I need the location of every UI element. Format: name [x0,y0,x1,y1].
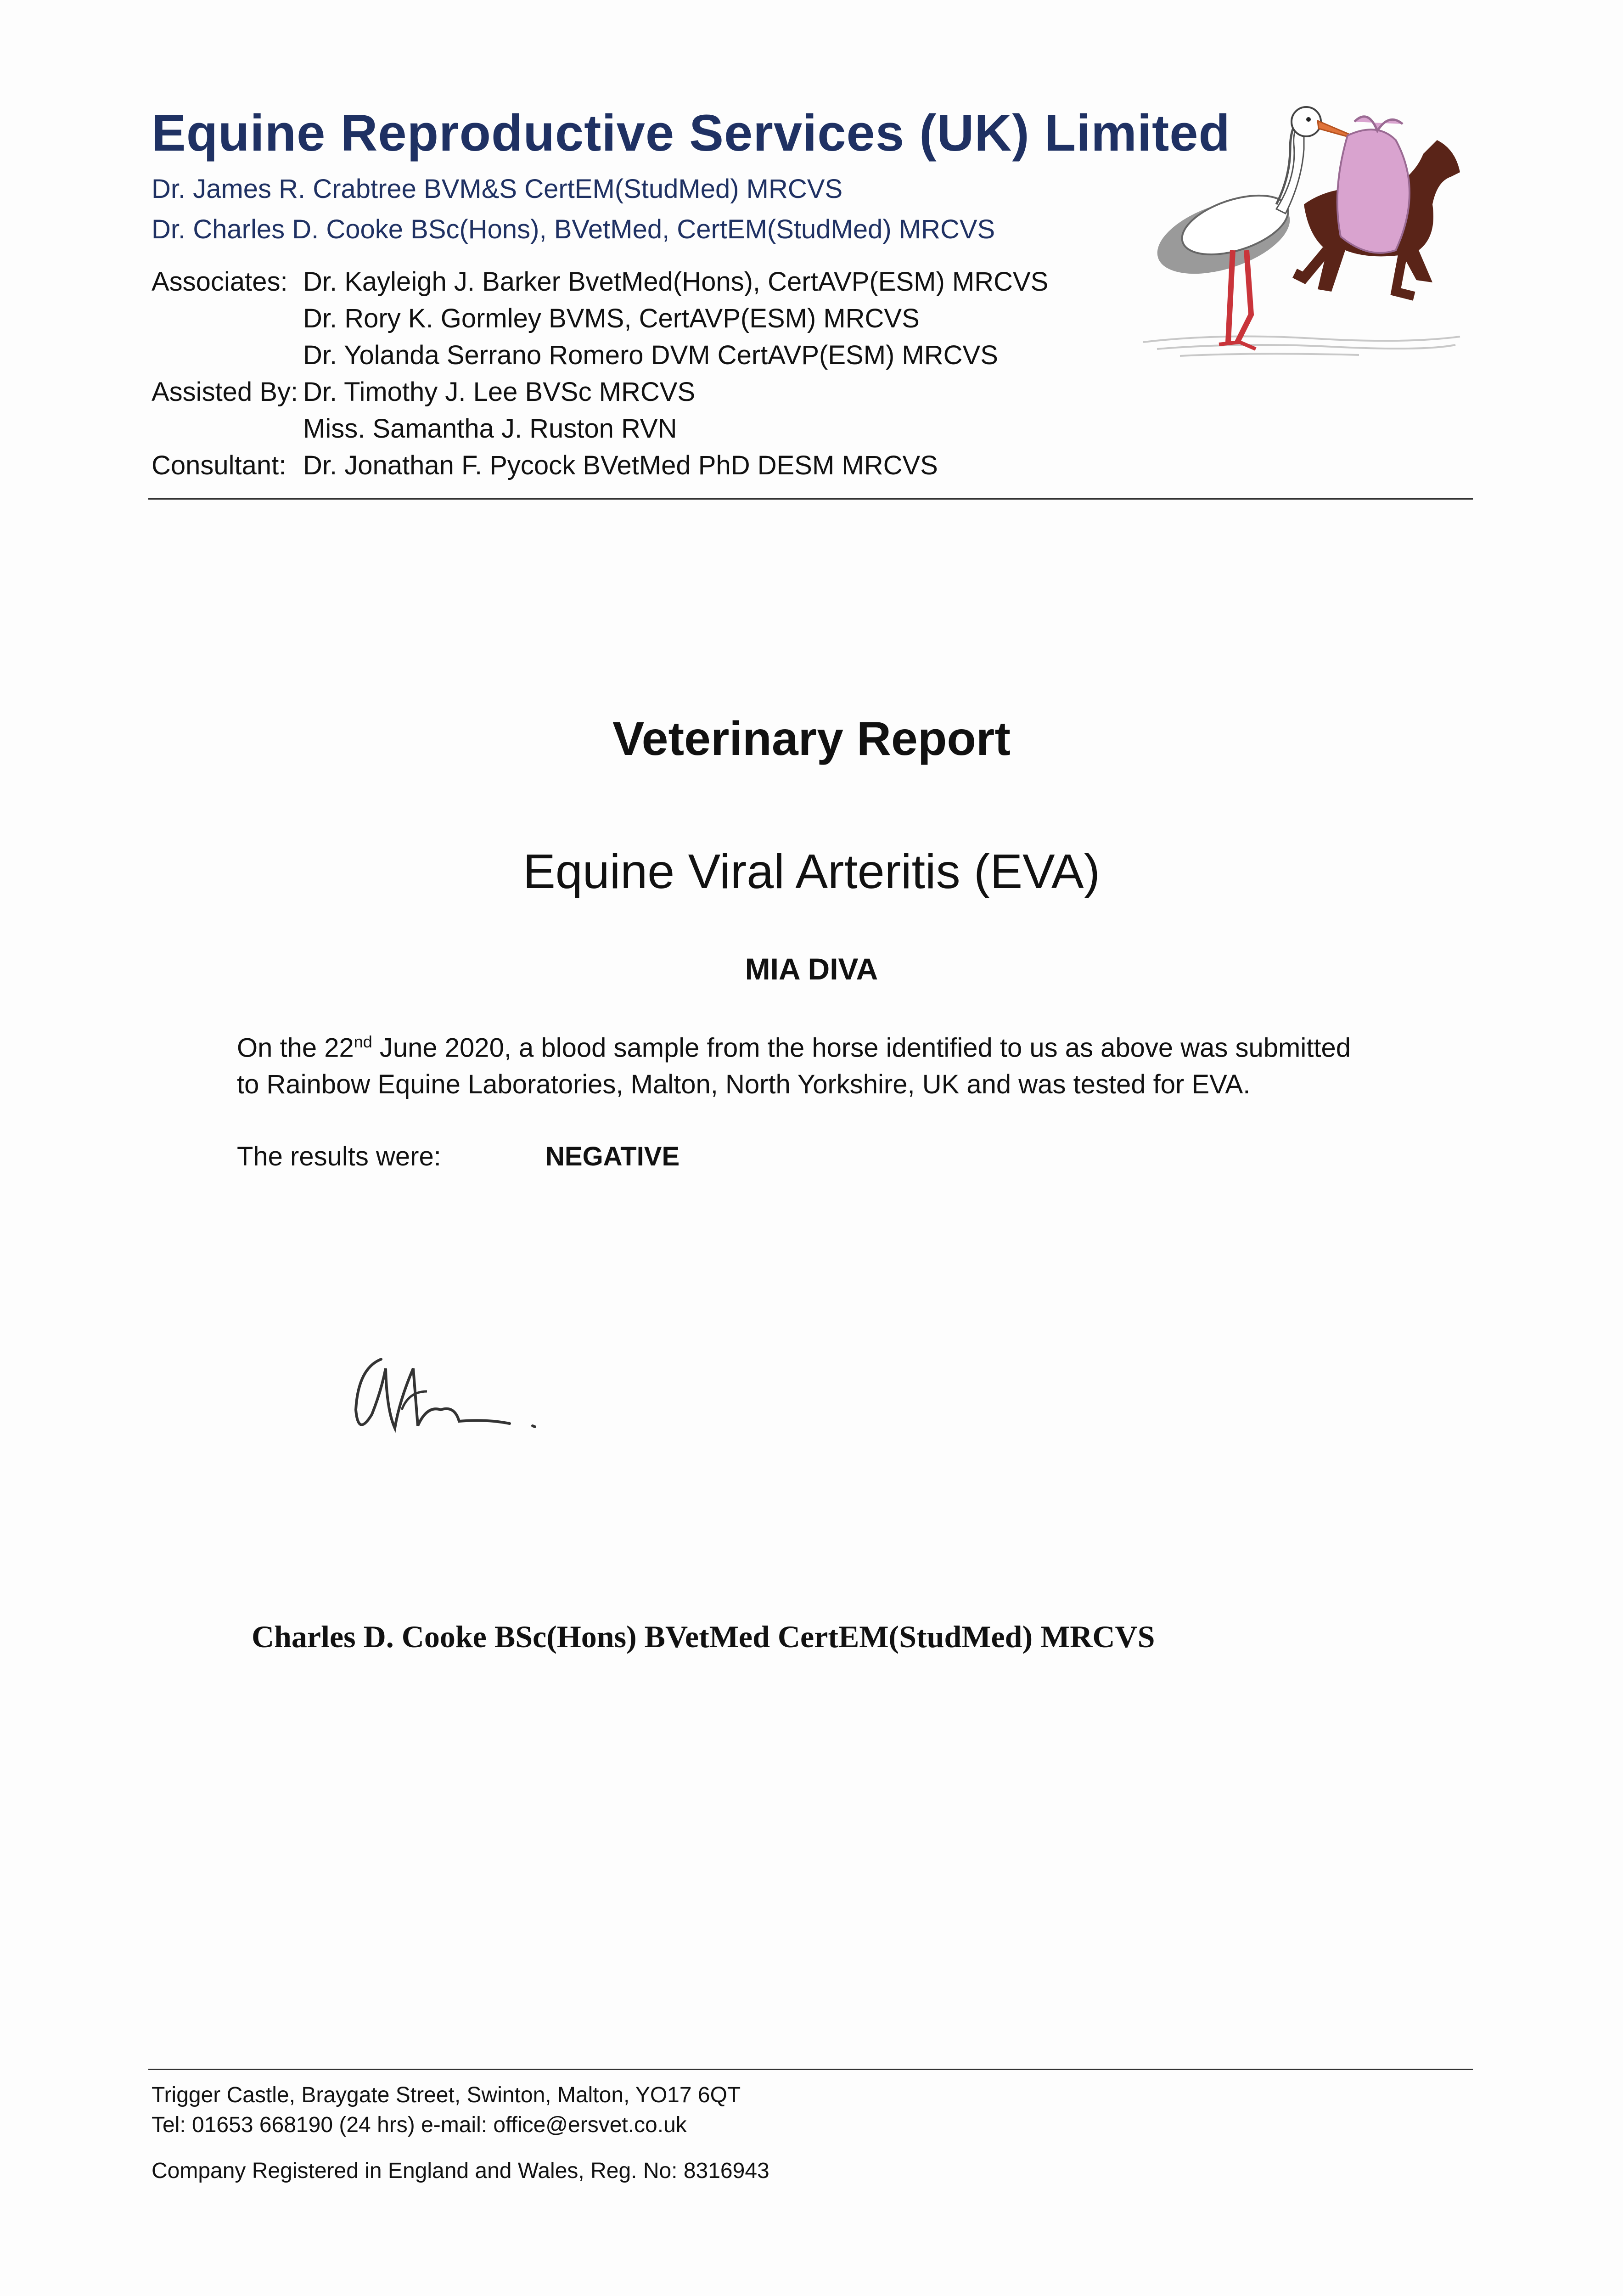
para-post: June 2020, a blood sample from the horse identified to us as above was submitted [372,1033,1351,1063]
associate-serrano: Dr. Yolanda Serrano Romero DVM CertAVP(ESM) MRCVS [303,340,998,370]
para-sup: nd [354,1032,372,1051]
associates-label: Associates: [152,267,288,297]
report-title: Veterinary Report [612,712,1011,765]
assistant-ruston: Miss. Samantha J. Ruston RVN [303,414,677,444]
result-value: NEGATIVE [545,1142,680,1171]
principal-cooke: Dr. Charles D. Cooke BSc(Hons), BVetMed, CertEM(StudMed) MRCVS [152,214,995,244]
footer-contact: Tel: 01653 668190 (24 hrs) e-mail: office@ersvet.co.uk [152,2113,687,2137]
signature [349,1341,569,1442]
report-subtitle: Equine Viral Arteritis (EVA) [523,844,1100,899]
ground-shadow [1143,337,1460,356]
company-name: Equine Reproductive Services (UK) Limited [152,104,1230,162]
horse-name: MIA DIVA [745,952,878,986]
footer-divider [148,2069,1473,2070]
assisted-label: Assisted By: [152,377,298,407]
associate-barker: Dr. Kayleigh J. Barker BvetMed(Hons), CertAVP(ESM) MRCVS [303,267,1049,297]
stork-foal-logo [1139,85,1478,360]
assistant-lee: Dr. Timothy J. Lee BVSc MRCVS [303,377,696,407]
associate-gormley: Dr. Rory K. Gormley BVMS, CertAVP(ESM) MRCVS [303,304,920,333]
consultant-label: Consultant: [152,450,286,480]
header-divider [148,498,1473,500]
result-label: The results were: [237,1142,441,1171]
footer-registration: Company Registered in England and Wales, Reg. No: 8316943 [152,2159,769,2183]
report-paragraph-line2: to Rainbow Equine Laboratories, Malton, North Yorkshire, UK and was tested for EVA. [237,1069,1251,1099]
report-paragraph-line1 [237,1032,1351,1063]
consultant-pycock: Dr. Jonathan F. Pycock BVetMed PhD DESM MRCVS [303,450,938,480]
principal-crabtree: Dr. James R. Crabtree BVM&S CertEM(StudMed) MRCVS [152,174,843,204]
para-pre: On the 22 [237,1033,354,1063]
pink-bundle [1337,117,1410,253]
signatory: Charles D. Cooke BSc(Hons) BVetMed CertEM(StudMed) MRCVS [252,1619,1155,1654]
footer-address: Trigger Castle, Braygate Street, Swinton, Malton, YO17 6QT [152,2083,741,2107]
